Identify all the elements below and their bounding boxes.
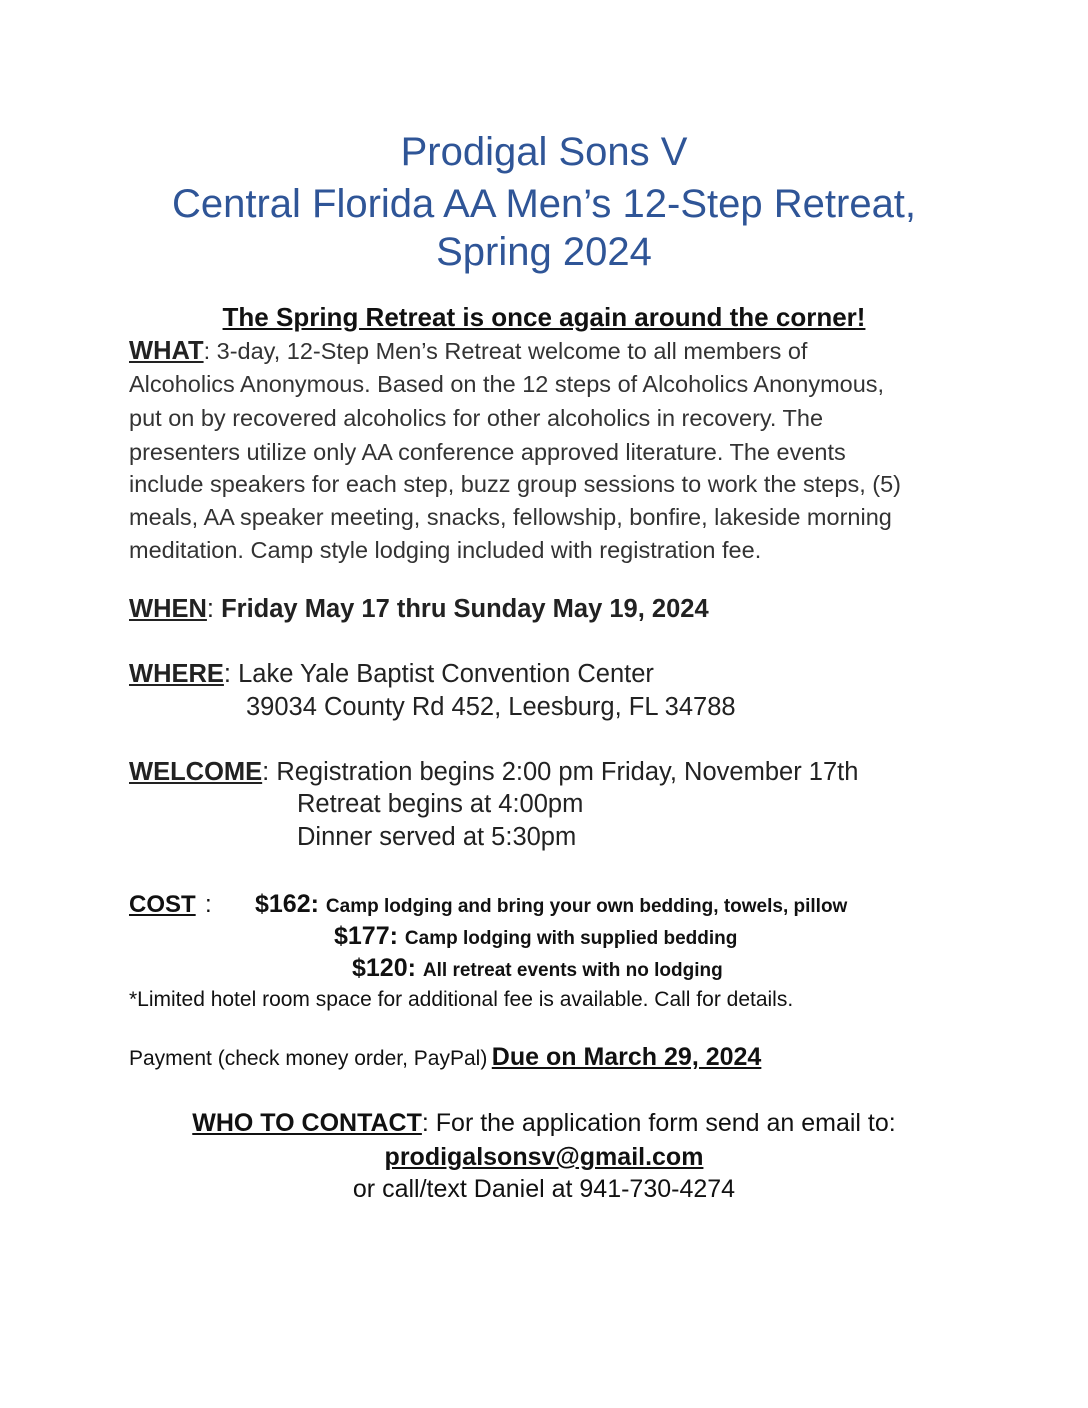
cost-price: $162 [255,890,311,918]
title-line-1: Prodigal Sons V [400,130,688,174]
when-label: WHEN [129,595,207,623]
contact-label: WHO TO CONTACT [192,1109,422,1137]
where-section: WHERE: Lake Yale Baptist Convention Center [129,660,654,688]
welcome-line-3: Dinner served at 5:30pm [297,823,577,851]
payment-section [129,1043,761,1072]
contact-email-link[interactable]: prodigalsonsv@gmail.com [384,1143,704,1171]
welcome-label: WELCOME [129,758,263,786]
welcome-line-2: Retreat begins at 4:00pm [297,790,584,818]
cost-desc: Camp lodging and bring your own bedding, towels, pillow [325,896,848,917]
cost-price: $120 [352,954,408,982]
what-line: include speakers for each step, buzz group sessions to work the steps, (5) [129,471,901,497]
where-address: 39034 County Rd 452, Leesburg, FL 34788 [246,693,736,721]
where-venue: Lake Yale Baptist Convention Center [238,660,654,688]
when-value: Friday May 17 thru Sunday May 19, 2024 [221,595,709,623]
contact-phone: or call/text Daniel at 941-730-4274 [352,1175,736,1203]
what-line: : 3-day, 12-Step Men’s Retreat welcome to all members of [203,338,808,364]
cost-note: *Limited hotel room space for additional fee is available. Call for details. [129,988,794,1011]
contact-text: : For the application form send an email to: [421,1109,896,1137]
where-label: WHERE [129,660,224,688]
cost-price: $177 [334,922,390,950]
what-line: put on by recovered alcoholics for other alcoholics in recovery. The [129,405,824,431]
payment-text: Payment (check money order, PayPal) [129,1047,488,1070]
cost-desc: Camp lodging with supplied bedding [404,928,738,949]
title-line-2: Central Florida AA Men’s 12-Step Retreat, [171,182,917,226]
what-line: meals, AA speaker meeting, snacks, fellowship, bonfire, lakeside morning [129,504,892,530]
title-line-3: Spring 2024 [436,230,652,274]
welcome-line-1: Registration begins 2:00 pm Friday, November 17th [276,758,859,786]
cost-colon: : [205,891,212,918]
when-section: WHEN: Friday May 17 thru Sunday May 19, 2024 [129,595,709,623]
cost-label: COST [129,891,196,918]
cost-desc: All retreat events with no lodging [422,960,723,981]
cost-item: $162: Camp lodging and bring your own bedding, towels, pillow [255,890,848,918]
what-line: Alcoholics Anonymous. Based on the 12 steps of Alcoholics Anonymous, [129,371,885,397]
payment-due: Due on March 29, 2024 [491,1043,762,1071]
welcome-section: WELCOME: Registration begins 2:00 pm Friday, November 17th [129,758,859,786]
headline: The Spring Retreat is once again around the corner! [222,302,866,332]
what-line: meditation. Camp style lodging included with registration fee. [129,537,762,563]
what-line: presenters utilize only AA conference approved literature. The events [129,439,846,465]
cost-item: $177: Camp lodging with supplied bedding [334,922,738,950]
cost-item: $120: All retreat events with no lodging [352,954,723,982]
what-section [129,337,807,366]
what-label: WHAT [129,337,204,365]
contact-section [0,1109,1088,1138]
